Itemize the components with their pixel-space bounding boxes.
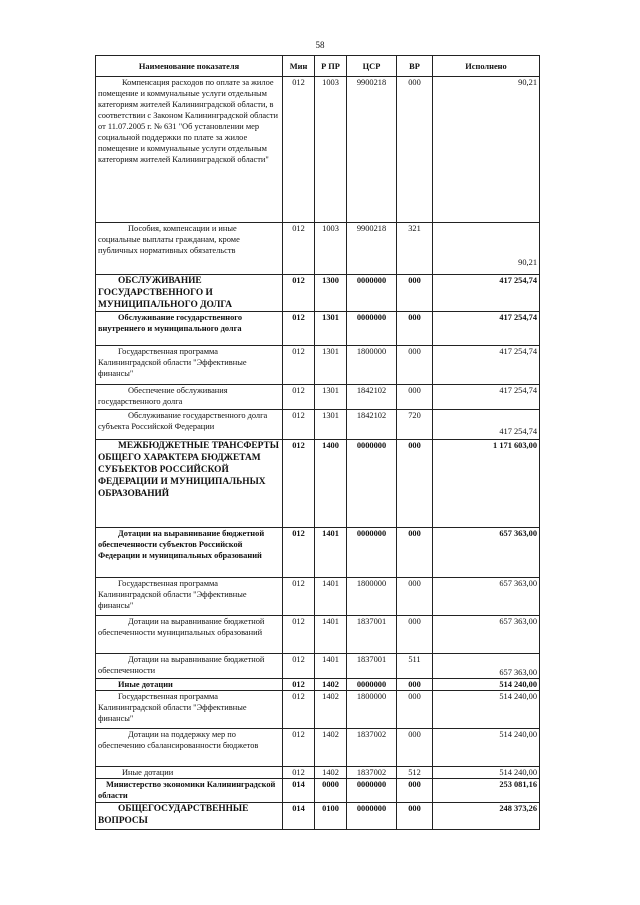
row-min: 012 [283,616,315,654]
row-name: Дотации на выравнивание бюджетной обеспеченности субъектов Российской Федерации и муниципальных образований [96,528,283,578]
header-csr: ЦСР [347,56,397,77]
row-csr: 0000000 [347,803,397,830]
row-exec: 657 363,00 [433,616,540,654]
row-rpr: 1400 [315,440,347,528]
row-exec: 417 254,74 [433,346,540,385]
table-row [96,385,540,410]
row-csr: 1837002 [347,767,397,779]
row-name: МЕЖБЮДЖЕТНЫЕ ТРАНСФЕРТЫ ОБЩЕГО ХАРАКТЕРА БЮДЖЕТАМ СУБЪЕКТОВ РОССИЙСКОЙ ФЕДЕРАЦИИ И МУНИЦИПАЛЬНЫХ ОБРАЗОВАНИЙ [96,440,283,528]
table-row [96,654,540,679]
row-min: 012 [283,691,315,729]
row-rpr: 0000 [315,779,347,803]
row-rpr: 1301 [315,385,347,410]
row-exec: 417 254,74 [433,312,540,346]
row-vr: 000 [397,440,433,528]
row-csr: 1800000 [347,346,397,385]
table-row [96,679,540,691]
row-rpr: 0100 [315,803,347,830]
row-csr: 1842102 [347,410,397,440]
row-vr: 000 [397,385,433,410]
table-row [96,779,540,803]
row-csr: 1842102 [347,385,397,410]
table-row [96,275,540,312]
row-vr: 000 [397,729,433,767]
row-min: 012 [283,654,315,679]
row-vr: 000 [397,616,433,654]
row-exec: 417 254,74 [433,385,540,410]
row-min: 012 [283,275,315,312]
row-min: 012 [283,767,315,779]
row-csr: 0000000 [347,528,397,578]
row-csr: 1800000 [347,578,397,616]
table-row [96,410,540,440]
header-rpr: Р ПР [315,56,347,77]
row-csr: 0000000 [347,440,397,528]
row-name: Министерство экономики Калининградской области [96,779,283,803]
row-csr: 1800000 [347,691,397,729]
row-exec: 417 254,74 [433,410,540,440]
row-name: Пособия, компенсации и иные социальные выплаты гражданам, кроме публичных нормативных обязательств [96,223,283,275]
row-min: 012 [283,312,315,346]
row-min: 012 [283,410,315,440]
header-min: Мин [283,56,315,77]
row-exec: 514 240,00 [433,767,540,779]
row-name: Обслуживание государственного долга субъекта Российской Федерации [96,410,283,440]
row-exec: 248 373,26 [433,803,540,830]
row-csr: 1837001 [347,616,397,654]
row-name: Иные дотации [96,767,283,779]
row-exec: 514 240,00 [433,679,540,691]
row-csr: 0000000 [347,779,397,803]
row-exec: 657 363,00 [433,654,540,679]
row-min: 012 [283,440,315,528]
row-vr: 000 [397,312,433,346]
row-vr: 000 [397,275,433,312]
table-row [96,312,540,346]
row-rpr: 1401 [315,528,347,578]
row-name: Государственная программа Калининградской области "Эффективные финансы" [96,691,283,729]
table-row [96,616,540,654]
table-row [96,223,540,275]
row-min: 012 [283,223,315,275]
header-vr: ВР [397,56,433,77]
row-exec: 90,21 [433,223,540,275]
row-rpr: 1402 [315,729,347,767]
budget-execution-table [95,55,540,830]
row-min: 012 [283,679,315,691]
row-rpr: 1402 [315,679,347,691]
row-vr: 000 [397,691,433,729]
row-csr: 0000000 [347,679,397,691]
row-vr: 000 [397,528,433,578]
row-exec: 1 171 603,00 [433,440,540,528]
row-vr: 511 [397,654,433,679]
row-exec: 657 363,00 [433,528,540,578]
row-vr: 000 [397,346,433,385]
row-vr: 000 [397,679,433,691]
row-name: Дотации на выравнивание бюджетной обеспеченности [96,654,283,679]
row-vr: 720 [397,410,433,440]
row-min: 012 [283,578,315,616]
row-name: Иные дотации [96,679,283,691]
row-name: Дотации на выравнивание бюджетной обеспеченности муниципальных образований [96,616,283,654]
table-row [96,528,540,578]
table-row [96,691,540,729]
row-exec: 514 240,00 [433,729,540,767]
row-name: Государственная программа Калининградской области "Эффективные финансы" [96,578,283,616]
row-rpr: 1401 [315,578,347,616]
row-min: 012 [283,346,315,385]
row-csr: 0000000 [347,312,397,346]
page-number: 58 [315,40,325,50]
row-vr: 512 [397,767,433,779]
row-min: 014 [283,779,315,803]
row-min: 012 [283,77,315,223]
row-vr: 000 [397,803,433,830]
row-vr: 000 [397,77,433,223]
row-min: 014 [283,803,315,830]
table-row [96,803,540,830]
row-exec: 90,21 [433,77,540,223]
row-rpr: 1300 [315,275,347,312]
header-exec: Исполнено [433,56,540,77]
row-exec: 253 081,16 [433,779,540,803]
row-vr: 000 [397,578,433,616]
row-name: Государственная программа Калининградской области "Эффективные финансы" [96,346,283,385]
row-name: Дотации на поддержку мер по обеспечению сбалансированности бюджетов [96,729,283,767]
row-name: Обеспечение обслуживания государственного долга [96,385,283,410]
row-rpr: 1402 [315,767,347,779]
row-rpr: 1003 [315,77,347,223]
row-csr: 1837001 [347,654,397,679]
row-rpr: 1301 [315,410,347,440]
table-row [96,767,540,779]
table-row [96,77,540,223]
row-exec: 417 254,74 [433,275,540,312]
row-csr: 0000000 [347,275,397,312]
row-rpr: 1401 [315,616,347,654]
row-rpr: 1401 [315,654,347,679]
row-min: 012 [283,729,315,767]
row-name: Обслуживание государственного внутреннего и муниципального долга [96,312,283,346]
row-exec: 657 363,00 [433,578,540,616]
row-exec: 514 240,00 [433,691,540,729]
table-header-row [96,56,540,77]
row-csr: 9900218 [347,77,397,223]
row-vr: 321 [397,223,433,275]
table-row [96,578,540,616]
row-rpr: 1301 [315,346,347,385]
header-name: Наименование показателя [96,56,283,77]
table-row [96,440,540,528]
row-rpr: 1301 [315,312,347,346]
row-rpr: 1402 [315,691,347,729]
row-csr: 9900218 [347,223,397,275]
row-name: ОБЩЕГОСУДАРСТВЕННЫЕ ВОПРОСЫ [96,803,283,830]
table-row [96,346,540,385]
row-rpr: 1003 [315,223,347,275]
row-name: ОБСЛУЖИВАНИЕ ГОСУДАРСТВЕННОГО И МУНИЦИПАЛЬНОГО ДОЛГА [96,275,283,312]
row-name: Компенсация расходов по оплате за жилое помещение и коммунальные услуги отдельным категориям жителей Калининградской области, в соответствии с Законом Калининградской области от 11.07.2005 г. № 631 "Об установлении мер социальной поддержки по плате за жилое помещение и коммунальные услуги отдельным категориям жителей Калининградской области" [96,77,283,223]
table-row [96,729,540,767]
row-min: 012 [283,528,315,578]
row-min: 012 [283,385,315,410]
row-vr: 000 [397,779,433,803]
row-csr: 1837002 [347,729,397,767]
